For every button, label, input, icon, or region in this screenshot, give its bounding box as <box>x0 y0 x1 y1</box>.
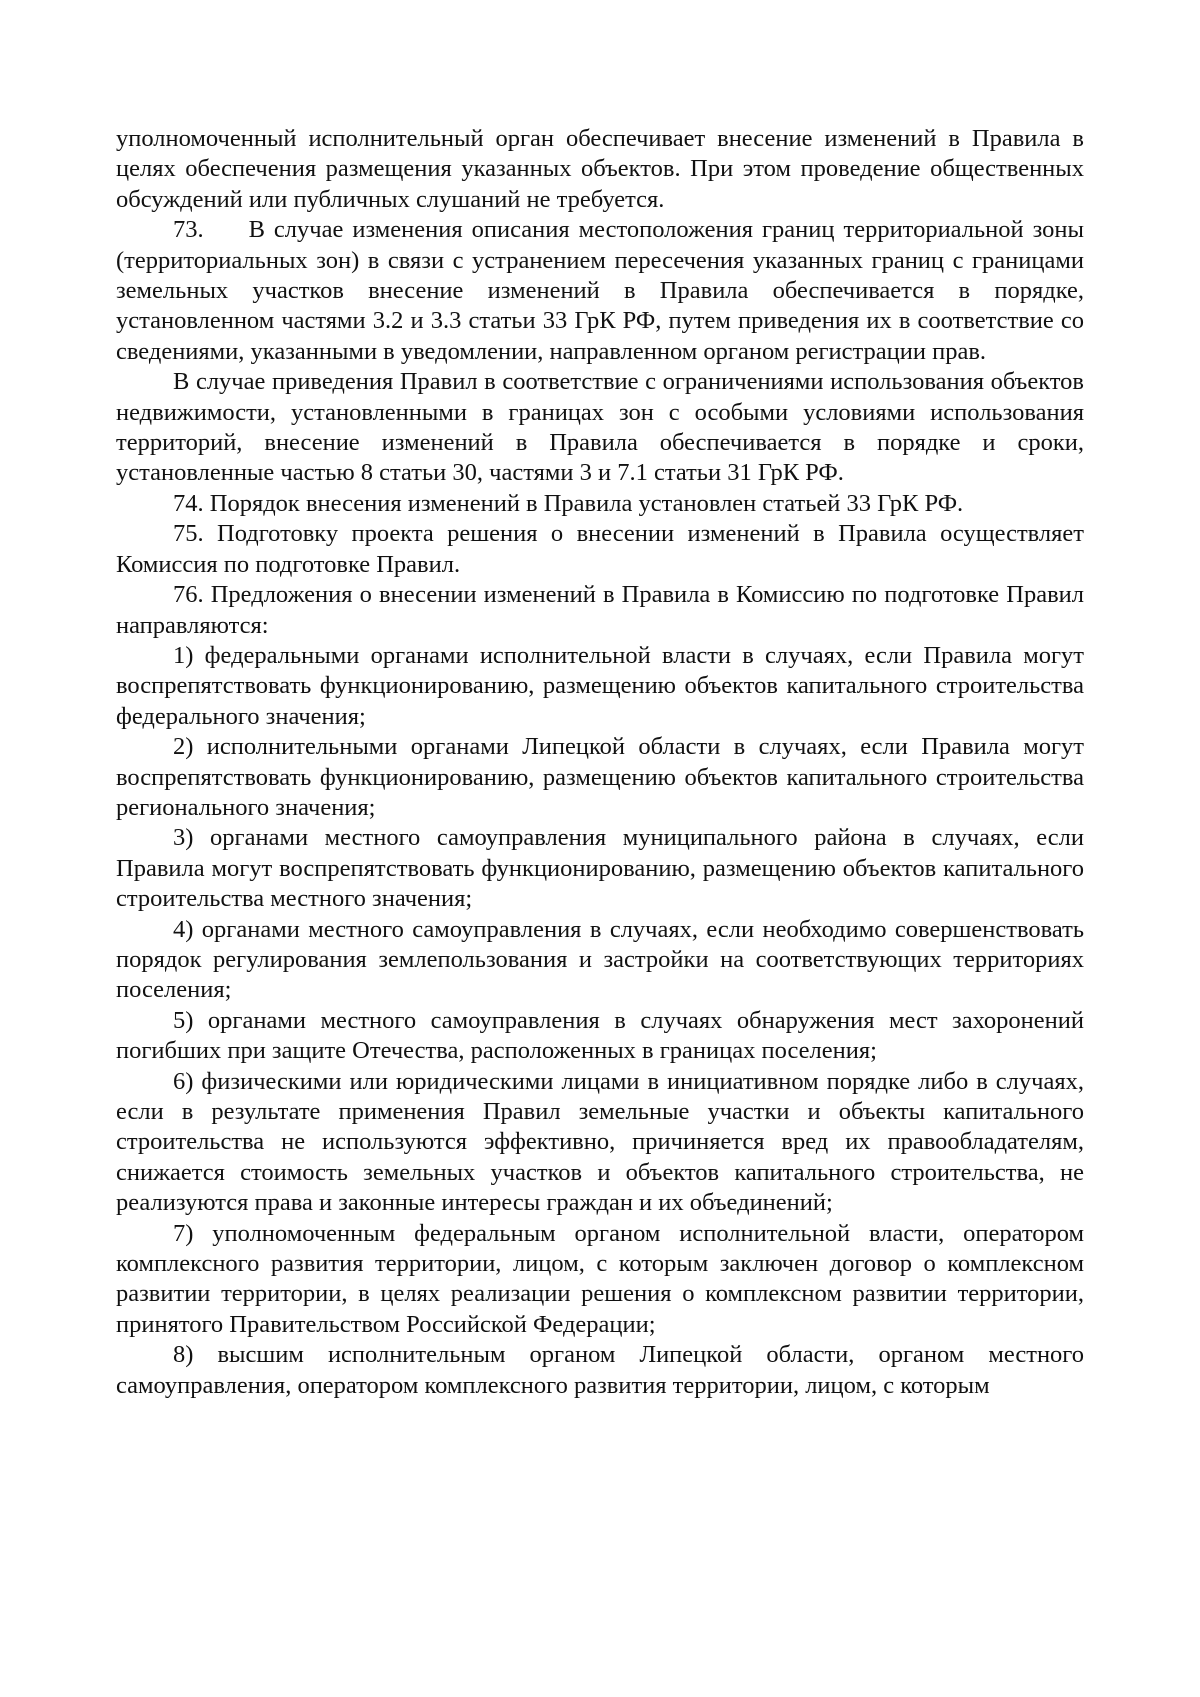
paragraph-76: 76. Предложения о внесении изменений в Правила в Комиссию по подготовке Правил направляются: <box>116 581 1084 639</box>
paragraph-75: 75. Подготовку проекта решения о внесении изменений в Правила осуществляет Комиссия по подготовке Правил. <box>116 520 1084 578</box>
paragraph-73: 73. В случае изменения описания местоположения границ территориальной зоны (территориальных зон) в связи с устранением пересечения указанных границ с границами земельных участков внесение изменений в Правила обеспечивается в порядке, установленном частями 3.2 и 3.3 статьи 33 ГрК РФ, путем приведения их в соответствие со сведениями, указанными в уведомлении, направленном органом регистрации прав. <box>116 216 1091 365</box>
list-item-7: 7) уполномоченным федеральным органом исполнительной власти, оператором комплексного развития территории, лицом, с которым заключен договор о комплексном развитии территории, в целях реализации решения о комплексном развитии территории, принятого Правительством Российской Федерации; <box>116 1219 1084 1338</box>
document-page <box>116 124 1091 1401</box>
list-item-5: 5) органами местного самоуправления в случаях обнаружения мест захоронений погибших при защите Отечества, расположенных в границах поселения; <box>116 1006 1084 1065</box>
paragraph-73-restrictions: В случае приведения Правил в соответствие с ограничениями использования объектов недвижимости, установленными в границах зон с особыми условиями использования территорий, внесение изменений в Правила обеспечивается в порядке и сроки, установленные частью 8 статьи 30, частями 3 и 7.1 статьи 31 ГрК РФ. <box>116 368 1084 487</box>
paragraph-continuation: уполномоченный исполнительный орган обеспечивает внесение изменений в Правила в целях обеспечения размещения указанных объектов. При этом проведение общественных обсуждений или публичных слушаний не требуется. <box>116 125 1084 213</box>
list-item-3: 3) органами местного самоуправления муниципального района в случаях, если Правила могут воспрепятствовать функционированию, размещению объектов капитального строительства местного значения; <box>116 824 1084 913</box>
list-item-4: 4) органами местного самоуправления в случаях, если необходимо совершенствовать порядок регулирования землепользования и застройки на соответствующих территориях поселения; <box>116 915 1084 1004</box>
list-item-1: 1) федеральными органами исполнительной власти в случаях, если Правила могут воспрепятствовать функционированию, размещению объектов капитального строительства федерального значения; <box>116 641 1084 730</box>
paragraph-74: 74. Порядок внесения изменений в Правила установлен статьей 33 ГрК РФ. <box>173 489 964 517</box>
list-item-6: 6) физическими или юридическими лицами в инициативном порядке либо в случаях, если в результате применения Правил земельные участки и объекты капитального строительства не используются эффективно, причиняется вред их правообладателям, снижается стоимость земельных участков и объектов капитального строительства, не реализуются права и законные интересы граждан и их объединений; <box>116 1067 1084 1217</box>
list-item-2: 2) исполнительными органами Липецкой области в случаях, если Правила могут воспрепятствовать функционированию, размещению объектов капитального строительства регионального значения; <box>116 733 1084 821</box>
list-item-8: 8) высшим исполнительным органом Липецкой области, органом местного самоуправления, оператором комплексного развития территории, лицом, с которым <box>116 1341 1084 1399</box>
